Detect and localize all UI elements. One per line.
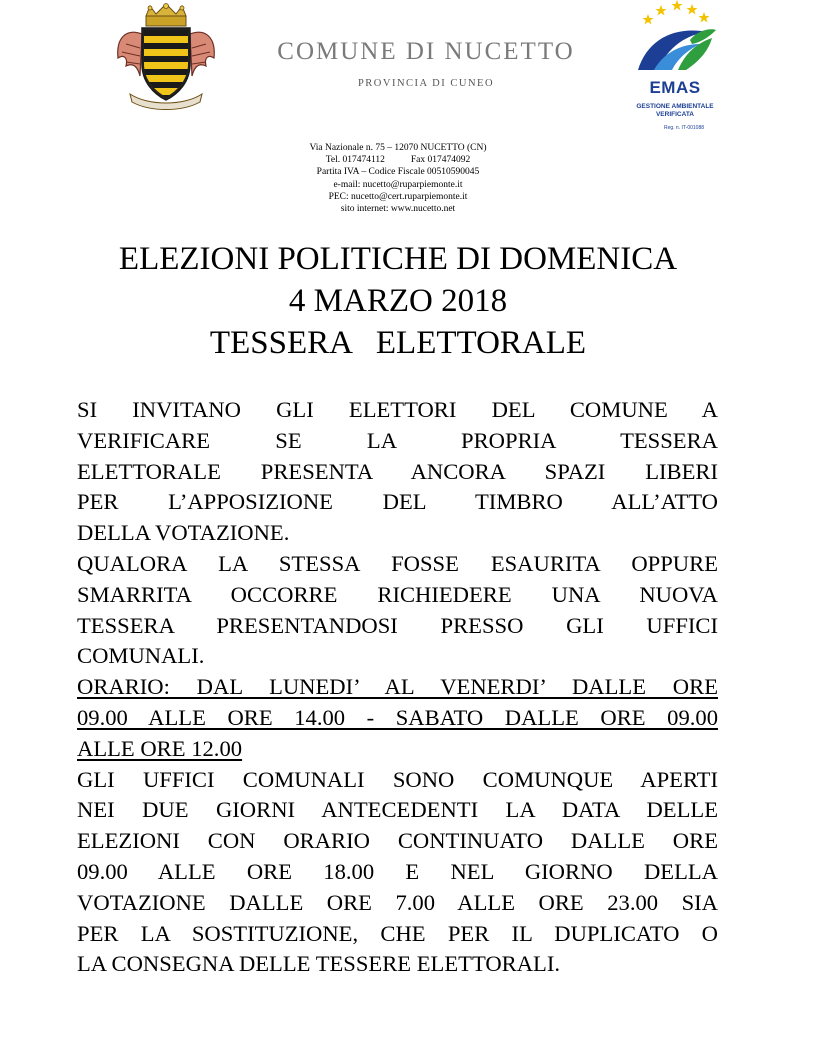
body-line: DELLA VOTAZIONE. <box>77 520 290 546</box>
coat-of-arms-logo <box>112 2 220 114</box>
emas-logo <box>628 0 722 134</box>
body-line: ELETTORALE PRESENTA ANCORA SPAZI LIBERI <box>77 458 718 484</box>
contact-fax: Fax 017474092 <box>410 155 471 166</box>
body-line: SI INVITANO GLI ELETTORI DEL COMUNE A <box>77 397 718 422</box>
body-line: COMUNALI. <box>77 643 205 669</box>
contact-website: sito internet: www.nucetto.net <box>340 204 456 215</box>
body-line: GLI UFFICI COMUNALI SONO COMUNQUE APERTI <box>77 766 718 792</box>
contact-block <box>240 142 556 215</box>
emas-wordmark: EMAS <box>649 78 701 97</box>
contact-email: e-mail: nucetto@ruparpiemonte.it <box>333 179 463 190</box>
emas-caption-line1: GESTIONE AMBIENTALE <box>636 103 714 110</box>
body-line: VERIFICARE SE LA PROPRIA TESSERA <box>77 427 718 453</box>
body-line: NEI DUE GIORNI ANTECEDENTI LA DATA DELLE <box>77 797 718 823</box>
emas-registration: Reg. n. IT-001088 <box>663 125 705 131</box>
body-line: ELEZIONI CON ORARIO CONTINUATO DALLE ORE <box>77 828 718 854</box>
contact-phone: Tel. 017474112 <box>325 155 385 166</box>
body-line: VOTAZIONE DALLE ORE 7.00 ALLE ORE 23.00 SIA <box>77 889 718 915</box>
title-line-2: 4 MARZO 2018 <box>288 283 508 319</box>
town-name: COMUNE DI NUCETTO <box>277 38 575 65</box>
opening-hours-text: ALLE ORE 12.00 <box>77 735 243 761</box>
contact-vat: Partita IVA – Codice Fiscale 00510590045 <box>316 167 480 178</box>
notice-body <box>77 395 718 980</box>
opening-hours-line: ORARIO: DAL LUNEDI’ AL VENERDI’ DALLE ORE <box>77 674 718 700</box>
body-line: 09.00 ALLE ORE 18.00 E NEL GIORNO DELLA <box>77 858 718 884</box>
contact-address: Via Nazionale n. 75 – 12070 NUCETTO (CN) <box>309 143 487 153</box>
contact-phone-fax <box>240 154 556 166</box>
title-line-1: ELEZIONI POLITICHE DI DOMENICA <box>118 241 678 277</box>
body-line: PER LA SOSTITUZIONE, CHE PER IL DUPLICATO O <box>77 920 718 946</box>
contact-pec: PEC: nucetto@cert.ruparpiemonte.it <box>328 191 468 202</box>
body-line: PER L’APPOSIZIONE DEL TIMBRO ALL’ATTO <box>77 489 718 515</box>
opening-hours-line: 09.00 ALLE ORE 14.00 - SABATO DALLE ORE 09.00 <box>77 704 718 730</box>
body-line: SMARRITA OCCORRE RICHIEDERE UNA NUOVA <box>77 581 718 607</box>
title-line-3: TESSERA ELETTORALE <box>209 325 587 361</box>
body-line: QUALORA LA STESSA FOSSE ESAURITA OPPURE <box>77 550 718 576</box>
body-line: TESSERA PRESENTANDOSI PRESSO GLI UFFICI <box>77 612 718 638</box>
province-name: PROVINCIA DI CUNEO <box>357 78 495 89</box>
body-line: LA CONSEGNA DELLE TESSERE ELETTORALI. <box>77 951 561 977</box>
notice-title <box>40 238 756 364</box>
opening-hours-line <box>77 734 718 765</box>
emas-caption-line2: VERIFICATA <box>655 111 695 118</box>
